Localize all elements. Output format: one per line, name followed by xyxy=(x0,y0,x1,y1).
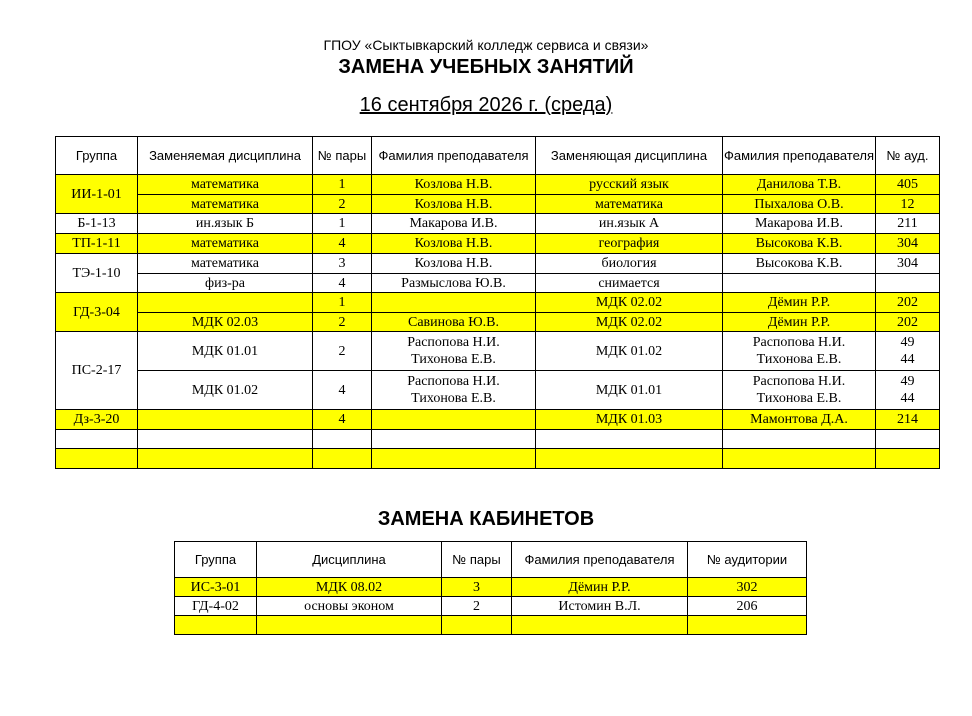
table-cell: МДК 08.02 xyxy=(257,578,442,597)
table-cell: 12 xyxy=(876,195,940,214)
group-cell: ТЭ-1-10 xyxy=(56,254,138,293)
table-cell: биология xyxy=(536,254,723,274)
table-cell xyxy=(723,274,876,293)
table-cell: 211 xyxy=(876,214,940,234)
table-row xyxy=(56,313,940,332)
table-cell: 4 xyxy=(313,410,372,430)
table-cell: Пыхалова О.В. xyxy=(723,195,876,214)
table-cell: 4 xyxy=(313,234,372,254)
table-cell xyxy=(138,410,313,430)
table-cell: МДК 01.01 xyxy=(138,332,313,371)
table-cell: МДК 02.02 xyxy=(536,313,723,332)
table-cell: 405 xyxy=(876,175,940,195)
column-header: Фамилия преподавателя xyxy=(512,542,688,578)
table-cell: МДК 02.03 xyxy=(138,313,313,332)
group-cell: ИИ-1-01 xyxy=(56,175,138,214)
table-cell: Данилова Т.В. xyxy=(723,175,876,195)
table-cell: Козлова Н.В. xyxy=(372,234,536,254)
table-row xyxy=(56,254,940,274)
table-cell: ГД-4-02 xyxy=(175,597,257,616)
table-cell: Козлова Н.В. xyxy=(372,195,536,214)
table-cell xyxy=(723,449,876,469)
column-header: Дисциплина xyxy=(257,542,442,578)
group-cell: Б-1-13 xyxy=(56,214,138,234)
table-cell: 3 xyxy=(313,254,372,274)
table-row xyxy=(56,293,940,313)
group-cell: ТП-1-11 xyxy=(56,234,138,254)
table-cell: Размыслова Ю.В. xyxy=(372,274,536,293)
table-cell xyxy=(536,449,723,469)
table-cell: Высокова К.В. xyxy=(723,234,876,254)
table-cell xyxy=(138,293,313,313)
table-cell: МДК 01.02 xyxy=(138,371,313,410)
table-row xyxy=(175,578,807,597)
table-cell xyxy=(56,430,138,449)
table-cell: 206 xyxy=(688,597,807,616)
table-cell: 2 xyxy=(313,332,372,371)
table-cell: МДК 01.02 xyxy=(536,332,723,371)
column-header: Группа xyxy=(175,542,257,578)
table-cell xyxy=(372,430,536,449)
lesson-substitution-table xyxy=(55,136,940,469)
table-cell xyxy=(56,449,138,469)
table-cell: 304 xyxy=(876,254,940,274)
table-row xyxy=(56,234,940,254)
table-cell: 202 xyxy=(876,313,940,332)
table-cell: Козлова Н.В. xyxy=(372,254,536,274)
table-cell xyxy=(138,430,313,449)
table-cell xyxy=(372,449,536,469)
table-header-row xyxy=(175,542,807,578)
table-cell: 4 xyxy=(313,274,372,293)
table-row xyxy=(175,597,807,616)
table-cell: 4 xyxy=(313,371,372,410)
table-cell: МДК 01.01 xyxy=(536,371,723,410)
table-row xyxy=(56,274,940,293)
table-cell: математика xyxy=(536,195,723,214)
group-cell: ГД-3-04 xyxy=(56,293,138,332)
table-cell: Козлова Н.В. xyxy=(372,175,536,195)
group-cell: Дз-3-20 xyxy=(56,410,138,430)
page-title: ЗАМЕНА УЧЕБНЫХ ЗАНЯТИЙ xyxy=(338,56,634,78)
table-header-row xyxy=(56,137,940,175)
column-header: № аудитории xyxy=(688,542,807,578)
table-cell: Дёмин Р.Р. xyxy=(723,293,876,313)
table-cell: основы эконом xyxy=(257,597,442,616)
column-header: Группа xyxy=(56,137,138,175)
table-cell: МДК 02.02 xyxy=(536,293,723,313)
table-cell xyxy=(536,430,723,449)
table-cell: 2 xyxy=(442,597,512,616)
column-header: Заменяющая дисциплина xyxy=(536,137,723,175)
table-row xyxy=(56,332,940,371)
table-cell xyxy=(688,616,807,635)
table-cell: ин.язык Б xyxy=(138,214,313,234)
table-cell: математика xyxy=(138,254,313,274)
table-cell xyxy=(138,449,313,469)
column-header: № пары xyxy=(313,137,372,175)
table-cell xyxy=(175,616,257,635)
table-row xyxy=(56,195,940,214)
table-cell xyxy=(723,430,876,449)
room-change-title: ЗАМЕНА КАБИНЕТОВ xyxy=(377,508,595,530)
table-cell: 302 xyxy=(688,578,807,597)
table-cell: Дёмин Р.Р. xyxy=(723,313,876,332)
column-header: № пары xyxy=(442,542,512,578)
schedule-date: 16 сентября 2026 г. (среда) xyxy=(359,94,613,116)
table-cell xyxy=(313,430,372,449)
table-cell: 1 xyxy=(313,175,372,195)
table-cell: Савинова Ю.В. xyxy=(372,313,536,332)
table-row xyxy=(56,449,940,469)
table-cell: 1 xyxy=(313,293,372,313)
table-cell: Мамонтова Д.А. xyxy=(723,410,876,430)
table-cell: 49 44 xyxy=(876,371,940,410)
table-cell: 2 xyxy=(313,313,372,332)
table-cell: 2 xyxy=(313,195,372,214)
table-row xyxy=(56,175,940,195)
table-cell xyxy=(442,616,512,635)
column-header: № ауд. xyxy=(876,137,940,175)
table-cell xyxy=(313,449,372,469)
table-row xyxy=(56,430,940,449)
table-cell: математика xyxy=(138,175,313,195)
table-cell: ИС-3-01 xyxy=(175,578,257,597)
table-cell xyxy=(876,449,940,469)
table-cell: 214 xyxy=(876,410,940,430)
group-cell: ПС-2-17 xyxy=(56,332,138,410)
table-cell: снимается xyxy=(536,274,723,293)
column-header: Заменяемая дисциплина xyxy=(138,137,313,175)
table-cell xyxy=(876,274,940,293)
table-cell xyxy=(372,410,536,430)
table-row xyxy=(56,371,940,410)
table-cell: Распопова Н.И. Тихонова Е.В. xyxy=(372,332,536,371)
table-cell xyxy=(512,616,688,635)
table-cell: Распопова Н.И. Тихонова Е.В. xyxy=(372,371,536,410)
column-header: Фамилия преподавателя xyxy=(372,137,536,175)
table-cell: 49 44 xyxy=(876,332,940,371)
table-cell: Макарова И.В. xyxy=(723,214,876,234)
table-cell: Истомин В.Л. xyxy=(512,597,688,616)
table-cell: математика xyxy=(138,234,313,254)
table-cell: математика xyxy=(138,195,313,214)
table-cell: 304 xyxy=(876,234,940,254)
table-cell: 1 xyxy=(313,214,372,234)
table-row xyxy=(56,214,940,234)
table-cell: Высокова К.В. xyxy=(723,254,876,274)
table-cell: 3 xyxy=(442,578,512,597)
organization-name: ГПОУ «Сыктывкарский колледж сервиса и связи» xyxy=(323,37,649,53)
table-cell xyxy=(876,430,940,449)
table-cell: Дёмин Р.Р. xyxy=(512,578,688,597)
table-row xyxy=(175,616,807,635)
table-cell: 202 xyxy=(876,293,940,313)
table-cell: русский язык xyxy=(536,175,723,195)
column-header: Фамилия преподавателя xyxy=(723,137,876,175)
table-row xyxy=(56,410,940,430)
table-cell: физ-ра xyxy=(138,274,313,293)
table-cell xyxy=(257,616,442,635)
table-cell xyxy=(372,293,536,313)
table-cell: Распопова Н.И. Тихонова Е.В. xyxy=(723,371,876,410)
table-cell: Распопова Н.И. Тихонова Е.В. xyxy=(723,332,876,371)
table-cell: МДК 01.03 xyxy=(536,410,723,430)
room-change-table xyxy=(174,541,807,635)
table-cell: Макарова И.В. xyxy=(372,214,536,234)
table-cell: география xyxy=(536,234,723,254)
table-cell: ин.язык А xyxy=(536,214,723,234)
